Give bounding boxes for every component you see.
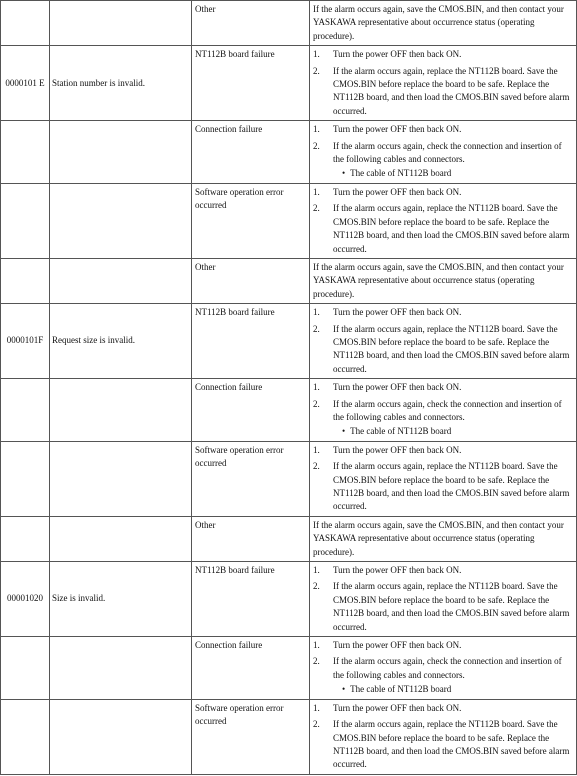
remedy-steps	[313, 48, 574, 118]
remedy-steps	[313, 702, 574, 772]
table-row	[1, 441, 577, 516]
alarm-message-cell: Station number is invalid.	[50, 46, 192, 121]
step-text-wrap	[333, 639, 574, 652]
remedy-step	[313, 580, 574, 634]
alarm-code-cell	[1, 516, 50, 561]
alarm-message-cell: Request size is invalid.	[50, 304, 192, 379]
step-text: Turn the power OFF then back ON.	[333, 186, 462, 197]
cause-cell: Connection failure	[192, 379, 310, 442]
remedy-step	[313, 444, 574, 457]
remedy-cell	[310, 637, 577, 700]
remedy-cell	[310, 183, 577, 258]
alarm-message-cell	[50, 441, 192, 516]
remedy-text: If the alarm occurs again, save the CMOS.BIN, and then contact your YASKAWA representative about occurrence status (operating procedure).	[313, 519, 564, 557]
alarm-message-cell	[50, 379, 192, 442]
step-text-wrap	[333, 580, 574, 634]
alarm-message-cell	[50, 637, 192, 700]
remedy-cell	[310, 562, 577, 637]
remedy-cell	[310, 516, 577, 561]
alarm-message-cell	[50, 699, 192, 774]
remedy-steps	[313, 381, 574, 439]
step-number: 2.	[313, 323, 320, 334]
remedy-step	[313, 186, 574, 199]
cause-cell: Software operation error occurred	[192, 441, 310, 516]
table-row	[1, 258, 577, 303]
step-number: 2.	[313, 140, 320, 151]
cause-cell: Other	[192, 1, 310, 46]
step-text: If the alarm occurs again, replace the NT112B board. Save the CMOS.BIN before replace the board to be safe. Replace the NT112B board, and then load the CMOS.BIN saved before alarm occurred.	[333, 719, 570, 770]
step-text: If the alarm occurs again, replace the NT112B board. Save the CMOS.BIN before replace the board to be safe. Replace the NT112B board, and then load the CMOS.BIN saved before alarm occurred.	[333, 65, 570, 116]
remedy-cell	[310, 258, 577, 303]
step-bullet: • The cable of NT112B board	[333, 683, 574, 696]
remedy-step	[313, 381, 574, 394]
alarm-code-cell	[1, 258, 50, 303]
step-text-wrap	[333, 186, 574, 199]
alarm-code-cell: 00001020	[1, 562, 50, 637]
step-text-wrap	[333, 655, 574, 696]
remedy-cell	[310, 699, 577, 774]
alarm-code-cell	[1, 121, 50, 184]
table-row	[1, 379, 577, 442]
step-number: 2.	[313, 398, 320, 409]
remedy-step	[313, 655, 574, 696]
cause-cell: Other	[192, 516, 310, 561]
step-text: Turn the power OFF then back ON.	[333, 307, 462, 318]
alarm-message-cell	[50, 516, 192, 561]
step-bullet: • The cable of NT112B board	[333, 425, 574, 438]
step-text-wrap	[333, 123, 574, 136]
alarm-message-cell	[50, 1, 192, 46]
step-text: Turn the power OFF then back ON.	[333, 49, 462, 60]
remedy-text: If the alarm occurs again, save the CMOS.BIN, and then contact your YASKAWA representative about occurrence status (operating procedure).	[313, 261, 564, 299]
step-number: 2.	[313, 203, 320, 214]
step-text: If the alarm occurs again, check the connection and insertion of the following cables and connectors.	[333, 398, 562, 422]
step-text-wrap	[333, 398, 574, 439]
step-number: 1.	[313, 640, 320, 651]
table-row	[1, 699, 577, 774]
step-number: 1.	[313, 382, 320, 393]
remedy-steps	[313, 306, 574, 376]
cause-cell: Connection failure	[192, 637, 310, 700]
step-text-wrap	[333, 323, 574, 377]
step-bullet: • The cable of NT112B board	[333, 167, 574, 180]
table-row	[1, 46, 577, 121]
step-number: 1.	[313, 124, 320, 135]
remedy-step	[313, 702, 574, 715]
alarm-code-cell	[1, 699, 50, 774]
alarm-table-body	[1, 1, 577, 775]
step-text-wrap	[333, 202, 574, 256]
remedy-step	[313, 65, 574, 119]
cause-cell: NT112B board failure	[192, 304, 310, 379]
cause-cell: Software operation error occurred	[192, 183, 310, 258]
alarm-message-cell	[50, 183, 192, 258]
alarm-code-cell	[1, 379, 50, 442]
table-row	[1, 1, 577, 46]
alarm-code-cell: 0000101F	[1, 304, 50, 379]
step-number: 2.	[313, 719, 320, 730]
remedy-step	[313, 460, 574, 514]
step-text-wrap	[333, 140, 574, 181]
remedy-cell	[310, 304, 577, 379]
remedy-step	[313, 202, 574, 256]
step-number: 1.	[313, 49, 320, 60]
table-row	[1, 121, 577, 184]
remedy-step	[313, 140, 574, 181]
remedy-cell	[310, 1, 577, 46]
cause-cell: Connection failure	[192, 121, 310, 184]
cause-cell: Software operation error occurred	[192, 699, 310, 774]
step-number: 2.	[313, 461, 320, 472]
remedy-step	[313, 639, 574, 652]
step-number: 2.	[313, 581, 320, 592]
table-row	[1, 516, 577, 561]
remedy-step	[313, 323, 574, 377]
remedy-steps	[313, 639, 574, 697]
remedy-steps	[313, 123, 574, 181]
cause-cell: NT112B board failure	[192, 46, 310, 121]
remedy-cell	[310, 121, 577, 184]
remedy-steps	[313, 186, 574, 256]
cause-cell: NT112B board failure	[192, 562, 310, 637]
step-number: 2.	[313, 65, 320, 76]
step-text: If the alarm occurs again, replace the NT112B board. Save the CMOS.BIN before replace the board to be safe. Replace the NT112B board, and then load the CMOS.BIN saved before alarm occurred.	[333, 323, 570, 374]
step-text: If the alarm occurs again, replace the NT112B board. Save the CMOS.BIN before replace the board to be safe. Replace the NT112B board, and then load the CMOS.BIN saved before alarm occurred.	[333, 203, 570, 254]
alarm-code-cell	[1, 183, 50, 258]
alarm-message-cell: Size is invalid.	[50, 562, 192, 637]
alarm-code-cell	[1, 637, 50, 700]
alarm-message-cell	[50, 121, 192, 184]
table-row	[1, 637, 577, 700]
step-text-wrap	[333, 306, 574, 319]
step-number: 1.	[313, 186, 320, 197]
step-number: 2.	[313, 656, 320, 667]
remedy-cell	[310, 46, 577, 121]
table-row	[1, 183, 577, 258]
step-text-wrap	[333, 48, 574, 61]
step-text: If the alarm occurs again, check the connection and insertion of the following cables and connectors.	[333, 656, 562, 680]
step-text: If the alarm occurs again, check the connection and insertion of the following cables and connectors.	[333, 140, 562, 165]
alarm-message-cell	[50, 258, 192, 303]
step-number: 1.	[313, 307, 320, 318]
step-number: 1.	[313, 702, 320, 713]
remedy-steps	[313, 444, 574, 514]
table-row	[1, 304, 577, 379]
remedy-cell	[310, 379, 577, 442]
step-text: Turn the power OFF then back ON.	[333, 124, 462, 135]
step-text-wrap	[333, 460, 574, 514]
step-text: Turn the power OFF then back ON.	[333, 640, 462, 651]
step-text: Turn the power OFF then back ON.	[333, 444, 462, 455]
step-text-wrap	[333, 702, 574, 715]
step-number: 1.	[313, 565, 320, 576]
step-text: Turn the power OFF then back ON.	[333, 382, 462, 393]
alarm-code-cell	[1, 441, 50, 516]
remedy-step	[313, 306, 574, 319]
step-text-wrap	[333, 444, 574, 457]
step-text-wrap	[333, 718, 574, 772]
remedy-steps	[313, 564, 574, 634]
remedy-step	[313, 123, 574, 136]
step-text-wrap	[333, 381, 574, 394]
remedy-step	[313, 48, 574, 61]
remedy-step	[313, 718, 574, 772]
step-text: Turn the power OFF then back ON.	[333, 702, 462, 713]
remedy-text: If the alarm occurs again, save the CMOS.BIN, and then contact your YASKAWA representative about occurrence status (operating procedure).	[313, 4, 564, 41]
step-text: Turn the power OFF then back ON.	[333, 565, 462, 576]
step-number: 1.	[313, 444, 320, 455]
remedy-step	[313, 398, 574, 439]
step-text: If the alarm occurs again, replace the NT112B board. Save the CMOS.BIN before replace the board to be safe. Replace the NT112B board, and then load the CMOS.BIN saved before alarm occurred.	[333, 461, 570, 512]
alarm-code-cell: 0000101 E	[1, 46, 50, 121]
cause-cell: Other	[192, 258, 310, 303]
remedy-cell	[310, 441, 577, 516]
alarm-code-cell	[1, 1, 50, 46]
step-text-wrap	[333, 564, 574, 577]
step-text-wrap	[333, 65, 574, 119]
table-row	[1, 562, 577, 637]
step-text: If the alarm occurs again, replace the NT112B board. Save the CMOS.BIN before replace the board to be safe. Replace the NT112B board, and then load the CMOS.BIN saved before alarm occurred.	[333, 581, 570, 632]
remedy-step	[313, 564, 574, 577]
